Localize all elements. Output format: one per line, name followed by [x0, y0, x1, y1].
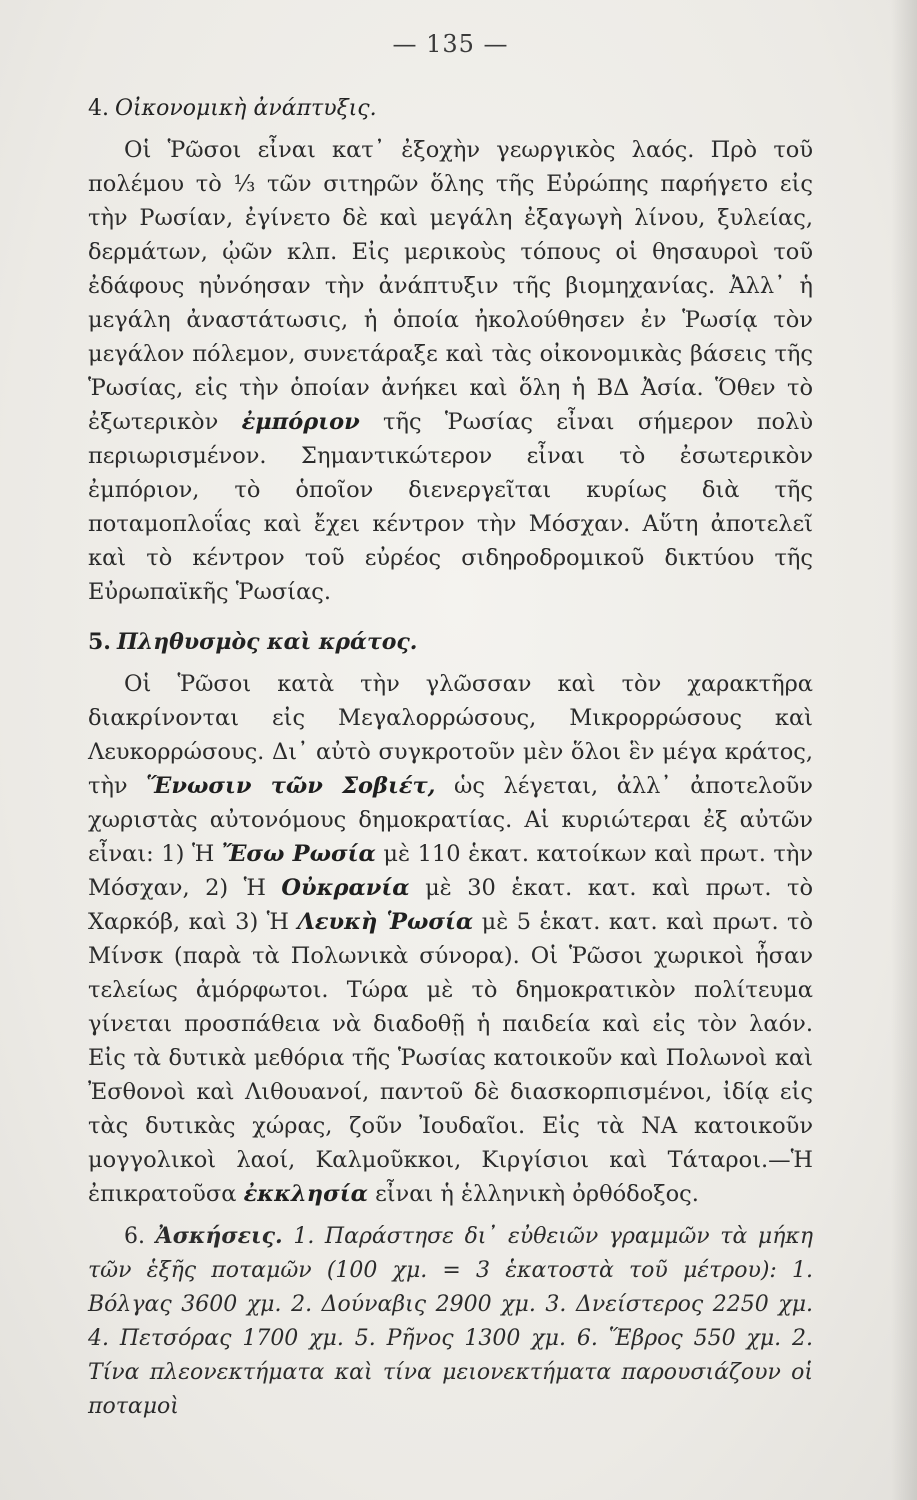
term-ukraine: Οὐκρανία — [281, 875, 410, 901]
section-5-text-2: ὡς λέγεται, ἀλλ᾽ ἀποτελοῦν χωριστὰς αὐτονόμους δημοκρατίας. Αἱ κυριώτεραι ἐξ αὐτῶν εἶναι: 1) Ἡ — [88, 773, 813, 867]
section-6-number: 6. — [124, 1224, 145, 1249]
exercises-text: 1. Παράστησε δι᾽ εὐθειῶν γραμμῶν τὰ μήκη τῶν ἑξῆς ποταμῶν (100 χμ. = 3 ἑκατοστὰ τοῦ μέτρου): 1. Βόλγας 3600 χμ. 2. Δούναβις 2900 χμ. 3. Δνείστερος 2250 χμ. 4. Πετσόρας 1700 χμ. 5. Ρῆνος 1300 χμ. 6. Ἕβρος 550 χμ. 2. Τίνα πλεονεκτήματα καὶ τίνα μειονεκτήματα παρουσιάζουν οἱ ποταμοὶ — [88, 1224, 814, 1419]
section-5-paragraph — [88, 667, 813, 1211]
section-4-heading — [88, 96, 813, 121]
section-5-text-1: Οἱ Ῥῶσοι κατὰ τὴν γλῶσσαν καὶ τὸν χαρακτῆρα διακρίνονται εἰς Μεγαλορρώσους, Μικρορρώσους καὶ Λευκορρώσους. Δι᾽ αὐτὸ συγκροτοῦν μὲν ὅλοι ἓν μέγα κράτος, τὴν — [88, 671, 813, 799]
term-church: ἐκκλησία — [243, 1181, 368, 1207]
section-4-title: Οἰκονομικὴ ἀνάπτυξις. — [115, 96, 377, 121]
section-4-text-b: τῆς Ῥωσίας εἶναι σήμερον πολὺ περιωρισμένον. Σημαντικώτερον εἶναι τὸ ἐσωτερικὸν ἐμπόριον, τὸ ὁποῖον διενεργεῖται κυρίως διὰ τῆς ποταμοπλοΐας καὶ ἔχει κέντρον τὴν Μόσχαν. Αὕτη ἀποτελεῖ καὶ τὸ κέντρον τοῦ εὐρέος σιδηροδρομικοῦ δικτύου τῆς Εὐρωπαϊκῆς Ῥωσίας. — [88, 409, 814, 605]
page-number: — 135 — — [392, 30, 509, 58]
section-5-number: 5. — [88, 629, 111, 655]
section-spacer — [88, 609, 813, 629]
section-5-heading — [88, 629, 813, 655]
term-soviet-union: Ἕνωσιν τῶν Σοβιέτ, — [146, 773, 436, 799]
term-inner-russia: Ἔσω Ρωσία — [221, 841, 376, 867]
section-4-number: 4. — [88, 96, 109, 121]
term-white-russia: Λευκὴ Ῥωσία — [297, 909, 474, 935]
section-4-paragraph — [88, 133, 813, 609]
section-5-text-5: μὲ 5 ἑκατ. κατ. καὶ πρωτ. τὸ Μίνσκ (παρὰ τὰ Πολωνικὰ σύνορα). Οἱ Ῥῶσοι χωρικοὶ ἦσαν τελείως ἀμόρφωτοι. Τώρα μὲ τὸ δημοκρατικὸν πολίτευμα γίνεται προσπάθεια νὰ διαδοθῇ ἡ παιδεία καὶ εἰς τὸν λαόν. Εἰς τὰ δυτικὰ μεθόρια τῆς Ῥωσίας κατοικοῦν καὶ Πολωνοὶ καὶ Ἐσθονοὶ καὶ Λιθουανοί, παντοῦ δὲ διασκορπισμένοι, ἰδίᾳ εἰς τὰς δυτικὰς χώρας, ζοῦν Ἰουδαῖοι. Εἰς τὰ ΝΑ κατοικοῦν μογγολικοὶ λαοί, Καλμοῦκκοι, Κιργίσιοι καὶ Τάταροι.—Ἡ ἐπικρατοῦσα — [88, 909, 814, 1207]
section-6-title: Ἀσκήσεις. — [155, 1223, 283, 1249]
section-6-paragraph — [88, 1219, 813, 1424]
section-5-text-6: εἶναι ἡ ἑλληνικὴ ὀρθόδοξος. — [375, 1181, 699, 1207]
term-emporion: ἐμπόριον — [241, 409, 360, 435]
section-5-text-4: μὲ 30 ἑκατ. κατ. καὶ πρωτ. τὸ Χαρκόβ, καὶ 3) Ἡ — [88, 875, 813, 935]
section-4-text-a: Οἱ Ῥῶσοι εἶναι κατ᾽ ἐξοχὴν γεωργικὸς λαός. Πρὸ τοῦ πολέμου τὸ ⅓ τῶν σιτηρῶν ὅλης τῆς Εὐρώπης παρήγετο εἰς τὴν Ρωσίαν, ἐγίνετο δὲ καὶ μεγάλη ἐξαγωγὴ λίνου, ξυλείας, δερμάτων, ᾠῶν κλπ. Εἰς μερικοὺς τόπους οἱ θησαυροὶ τοῦ ἐδάφους ηὐνόησαν τὴν ἀνάπτυξιν τῆς βιομηχανίας. Ἀλλ᾽ ἡ μεγάλη ἀναστάτωσις, ἡ ὁποία ἠκολούθησεν ἐν Ῥωσίᾳ τὸν μεγάλον πόλεμον, συνετάραξε καὶ τὰς οἰκονομικὰς βάσεις τῆς Ῥωσίας, εἰς τὴν ὁποίαν ἀνήκει καὶ ὅλη ἡ ΒΔ Ἀσία. Ὅθεν τὸ ἐξωτερικὸν — [88, 137, 813, 435]
section-5-text-3: μὲ 110 ἑκατ. κατοίκων καὶ πρωτ. τὴν Μόσχαν, 2) Ἡ — [88, 841, 813, 901]
section-5-title: Πληθυσμὸς καὶ κράτος. — [116, 629, 418, 655]
